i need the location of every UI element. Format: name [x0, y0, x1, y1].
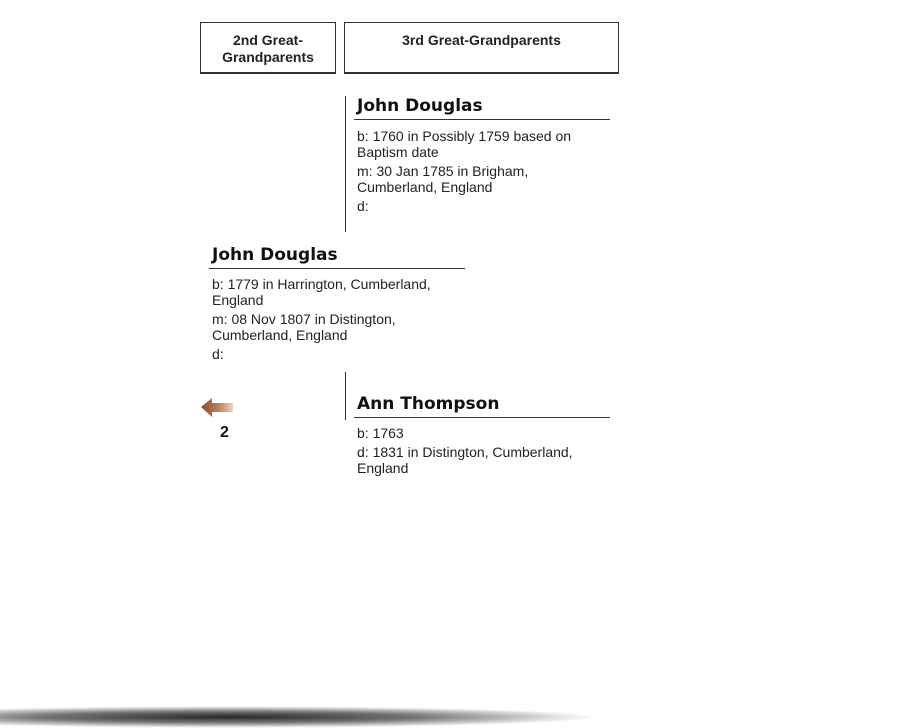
header-3rd-label: 3rd Great-Grandparents [402, 32, 561, 48]
mother-death: d: 1831 in Distington, Cumberland, England [357, 444, 573, 476]
mother-connector-line [345, 372, 346, 420]
father-birth: b: 1760 in Possibly 1759 based on Baptism date [357, 128, 572, 160]
left-arrow-icon [200, 395, 236, 421]
subject-facts [212, 276, 462, 365]
header-2nd-great-grandparents [200, 22, 336, 74]
mother-birth: b: 1763 [357, 425, 404, 441]
father-facts [357, 128, 607, 217]
mother-name[interactable]: Ann Thompson [354, 394, 610, 418]
header-2nd-label: 2nd Great- Grandparents [222, 32, 314, 65]
father-connector-line [345, 96, 346, 232]
page-curl-shadow [0, 706, 600, 728]
father-name[interactable]: John Douglas [354, 96, 610, 120]
subject-birth: b: 1779 in Harrington, Cumberland, England [212, 276, 431, 308]
subject-death: d: [212, 346, 224, 362]
subject-name[interactable]: John Douglas [209, 245, 465, 269]
subject-marriage: m: 08 Nov 1807 in Distington, Cumberland, England [212, 311, 396, 343]
header-3rd-great-grandparents [344, 22, 619, 74]
father-death: d: [357, 198, 369, 214]
father-marriage: m: 30 Jan 1785 in Brigham, Cumberland, England [357, 163, 529, 195]
page-number[interactable]: 2 [220, 424, 229, 441]
mother-facts [357, 425, 607, 479]
